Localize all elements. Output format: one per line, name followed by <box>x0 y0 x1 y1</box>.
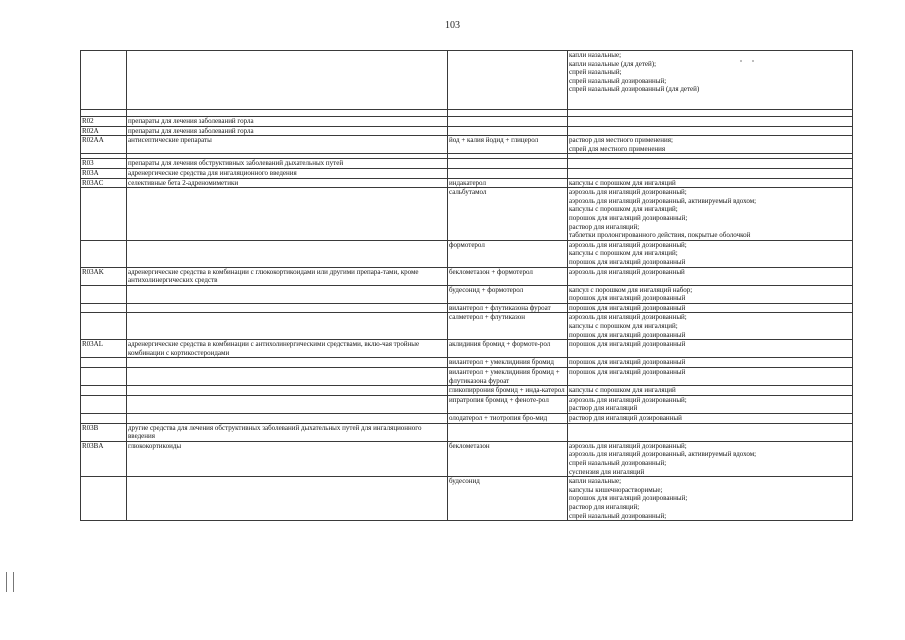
group-description-cell: антисептические препараты <box>127 136 448 154</box>
dosage-forms-cell <box>568 117 853 127</box>
medicine-name-cell: вилантерол + умеклидиния бромид + флутиказона фуроат <box>448 368 568 386</box>
dosage-forms-cell <box>568 285 853 303</box>
dosage-form-line: суспензия для ингаляций <box>569 467 645 476</box>
dosage-forms-cell <box>568 178 853 188</box>
table-row <box>81 423 853 441</box>
table-row <box>81 126 853 136</box>
atc-code-cell: R03BA <box>81 441 127 476</box>
group-description-cell <box>127 51 448 110</box>
dosage-form-line: спрей для местного применения <box>569 144 666 153</box>
table-row <box>81 386 853 396</box>
dosage-forms-cell <box>568 126 853 136</box>
medicine-name-cell <box>448 110 568 117</box>
dosage-form-line: капсулы с порошком для ингаляций; <box>569 205 678 214</box>
medicine-name-cell: олодатерол + тиотропия бро-мид <box>448 414 568 424</box>
atc-code-cell: R02AA <box>81 136 127 154</box>
group-description-cell: глюкокортикоиды <box>127 441 448 476</box>
dosage-forms-cell <box>568 395 853 413</box>
dosage-form-line: порошок для ингаляций дозированный <box>569 303 686 312</box>
medicine-name-cell <box>448 51 568 110</box>
atc-code-cell <box>81 395 127 413</box>
group-description-cell: препараты для лечения заболеваний горла <box>127 117 448 127</box>
medicine-name-cell: вилантерол + флутиказона фуроат <box>448 303 568 313</box>
dosage-form-line: порошок для ингаляций дозированный <box>569 257 686 266</box>
dosage-form-line: порошок для ингаляций дозированный <box>569 368 686 377</box>
dosage-form-line: капсулы с порошком для ингаляций <box>569 178 676 187</box>
table-row <box>81 159 853 169</box>
dosage-form-line: капсулы с порошком для ингаляций <box>569 386 676 395</box>
group-description-cell: селективные бета 2-адреномиметики <box>127 178 448 188</box>
atc-code-cell: R03 <box>81 159 127 169</box>
drug-classification-table <box>80 50 853 521</box>
medicine-name-cell: сальбутамол <box>448 188 568 241</box>
dosage-forms-cell <box>568 441 853 476</box>
dosage-forms-cell <box>568 51 853 110</box>
medicine-name-cell <box>448 117 568 127</box>
atc-code-cell: R03AL <box>81 340 127 358</box>
dosage-form-line: раствор для ингаляций дозированный <box>569 414 682 422</box>
table-row <box>81 240 853 267</box>
group-description-cell: адренергические средства в комбинации с глюкокортикоидами или другими препара-тами, кроме антихолинергических средств <box>127 267 448 285</box>
dosage-forms-cell <box>568 414 853 424</box>
dosage-forms-cell <box>568 340 853 358</box>
dosage-forms-cell <box>568 168 853 178</box>
dosage-form-line: капсулы с порошком для ингаляций; <box>569 322 678 331</box>
medicine-name-cell <box>448 159 568 169</box>
table-row <box>81 178 853 188</box>
table-row <box>81 441 853 476</box>
table-body <box>81 51 853 521</box>
table-row <box>81 168 853 178</box>
dosage-form-line: капли назальные; <box>569 477 622 486</box>
table-row <box>81 110 853 117</box>
group-description-cell <box>127 240 448 267</box>
medicine-name-cell <box>448 423 568 441</box>
dosage-forms-cell <box>568 240 853 267</box>
atc-code-cell <box>81 110 127 117</box>
group-description-cell: адренергические средства для ингаляционного введения <box>127 168 448 178</box>
dosage-forms-cell <box>568 368 853 386</box>
dosage-form-line: аэрозоль для ингаляций дозированный; <box>569 240 687 249</box>
atc-code-cell <box>81 188 127 241</box>
dosage-form-line: спрей назальный дозированный; <box>569 458 667 467</box>
medicine-name-cell: йод + калия йодид + глицерол <box>448 136 568 154</box>
medicine-name-cell: салметерол + флутиказон <box>448 313 568 340</box>
group-description-cell <box>127 395 448 413</box>
atc-code-cell: R02A <box>81 126 127 136</box>
dosage-forms-cell <box>568 303 853 313</box>
dosage-forms-cell <box>568 110 853 117</box>
dosage-form-line: аэрозоль для ингаляций дозированный, активируемый вдохом; <box>569 450 757 459</box>
dosage-form-line: аэрозоль для ингаляций дозированный; <box>569 313 687 322</box>
atc-code-cell <box>81 358 127 368</box>
dosage-forms-cell <box>568 477 853 521</box>
group-description-cell: другие средства для лечения обструктивных заболеваний дыхательных путей для ингаляционного введения <box>127 423 448 441</box>
table-row <box>81 188 853 241</box>
table-row <box>81 51 853 110</box>
group-description-cell: адренергические средства в комбинации с антихолинергическими средствами, вклю-чая тройные комбинации с кортикостероидами <box>127 340 448 358</box>
atc-code-cell <box>81 285 127 303</box>
group-description-cell <box>127 358 448 368</box>
atc-code-cell <box>81 477 127 521</box>
dosage-form-line: раствор для ингаляций; <box>569 222 640 231</box>
atc-code-cell <box>81 51 127 110</box>
atc-code-cell: R03A <box>81 168 127 178</box>
dosage-form-line: порошок для ингаляций дозированный <box>569 294 686 303</box>
group-description-cell <box>127 110 448 117</box>
group-description-cell: препараты для лечения заболеваний горла <box>127 126 448 136</box>
dosage-form-line: раствор для местного применения; <box>569 136 673 145</box>
dosage-form-line: капли назальные (для детей); <box>569 59 657 68</box>
dosage-form-line: спрей назальный дозированный; <box>569 511 667 520</box>
medicine-name-cell: формотерол <box>448 240 568 267</box>
margin-binding-mark <box>6 572 14 592</box>
medicine-name-cell: гликопиррония бромид + инда-катерол <box>448 386 568 396</box>
dosage-form-line: раствор для ингаляций; <box>569 502 640 511</box>
table-row <box>81 414 853 424</box>
dosage-form-line: капсулы с порошком для ингаляций; <box>569 249 678 258</box>
dosage-forms-cell <box>568 313 853 340</box>
dosage-form-line: раствор для ингаляций <box>569 404 638 413</box>
table-row <box>81 313 853 340</box>
atc-code-cell <box>81 368 127 386</box>
atc-code-cell <box>81 303 127 313</box>
group-description-cell <box>127 285 448 303</box>
dosage-form-line: капсулы кишечнорастворимые; <box>569 485 663 494</box>
group-description-cell <box>127 414 448 424</box>
group-description-cell <box>127 368 448 386</box>
dosage-forms-cell <box>568 423 853 441</box>
atc-code-cell <box>81 386 127 396</box>
atc-code-cell: R02 <box>81 117 127 127</box>
table-row <box>81 395 853 413</box>
medicine-name-cell: будесонид <box>448 477 568 521</box>
atc-code-cell <box>81 240 127 267</box>
dosage-form-line: порошок для ингаляций дозированный; <box>569 494 688 503</box>
dosage-form-line: порошок для ингаляций дозированный <box>569 358 686 367</box>
group-description-cell <box>127 477 448 521</box>
table-row <box>81 303 853 313</box>
dosage-form-line: аэрозоль для ингаляций дозированный <box>569 267 685 276</box>
scan-speck <box>752 60 754 62</box>
table-row <box>81 368 853 386</box>
dosage-form-line: аэрозоль для ингаляций дозированный; <box>569 441 687 450</box>
dosage-forms-cell <box>568 188 853 241</box>
medicine-name-cell: будесонид + формотерол <box>448 285 568 303</box>
dosage-form-line: порошок для ингаляций дозированный <box>569 340 686 349</box>
table-row <box>81 117 853 127</box>
table-row <box>81 340 853 358</box>
atc-code-cell: R03B <box>81 423 127 441</box>
table-row <box>81 358 853 368</box>
medicine-name-cell: ипратропия бромид + феноте-рол <box>448 395 568 413</box>
medicine-name-cell: беклометазон <box>448 441 568 476</box>
dosage-form-line: аэрозоль для ингаляций дозированный, активируемый вдохом; <box>569 196 757 205</box>
atc-code-cell <box>81 414 127 424</box>
group-description-cell <box>127 386 448 396</box>
dosage-forms-cell <box>568 267 853 285</box>
dosage-form-line: капли назальные; <box>569 51 622 59</box>
table-row <box>81 477 853 521</box>
table-row <box>81 267 853 285</box>
page-number: 103 <box>445 20 460 31</box>
dosage-form-line: капсул с порошком для ингаляций набор; <box>569 285 693 294</box>
atc-code-cell: R03AC <box>81 178 127 188</box>
group-description-cell <box>127 303 448 313</box>
dosage-form-line: аэрозоль для ингаляций дозированный; <box>569 188 687 197</box>
medicine-name-cell <box>448 126 568 136</box>
medicine-name-cell: беклометазон + формотерол <box>448 267 568 285</box>
dosage-form-line: аэрозоль для ингаляций дозированный; <box>569 395 687 404</box>
atc-code-cell <box>81 313 127 340</box>
medicine-name-cell: индакатерол <box>448 178 568 188</box>
dosage-forms-cell <box>568 386 853 396</box>
dosage-form-line: спрей назальный дозированный (для детей) <box>569 85 700 94</box>
dosage-form-line: порошок для ингаляций дозированный; <box>569 213 688 222</box>
atc-code-cell: R03AK <box>81 267 127 285</box>
dosage-forms-cell <box>568 136 853 154</box>
group-description-cell <box>127 313 448 340</box>
group-description-cell: препараты для лечения обструктивных заболеваний дыхательных путей <box>127 159 448 169</box>
dosage-forms-cell <box>568 159 853 169</box>
dosage-form-line: спрей назальный; <box>569 68 622 77</box>
dosage-form-line: спрей назальный дозированный; <box>569 76 667 85</box>
table-row <box>81 285 853 303</box>
dosage-forms-cell <box>568 358 853 368</box>
scan-speck <box>740 60 742 62</box>
group-description-cell <box>127 188 448 241</box>
dosage-form-line: таблетки пролонгированного действия, покрытые оболочкой <box>569 231 751 240</box>
medicine-name-cell: вилантерол + умеклидиния бромид <box>448 358 568 368</box>
table-row <box>81 136 853 154</box>
medicine-name-cell <box>448 168 568 178</box>
dosage-form-line: порошок для ингаляций дозированный <box>569 330 686 339</box>
medicine-name-cell: аклидиния бромид + формоте-рол <box>448 340 568 358</box>
